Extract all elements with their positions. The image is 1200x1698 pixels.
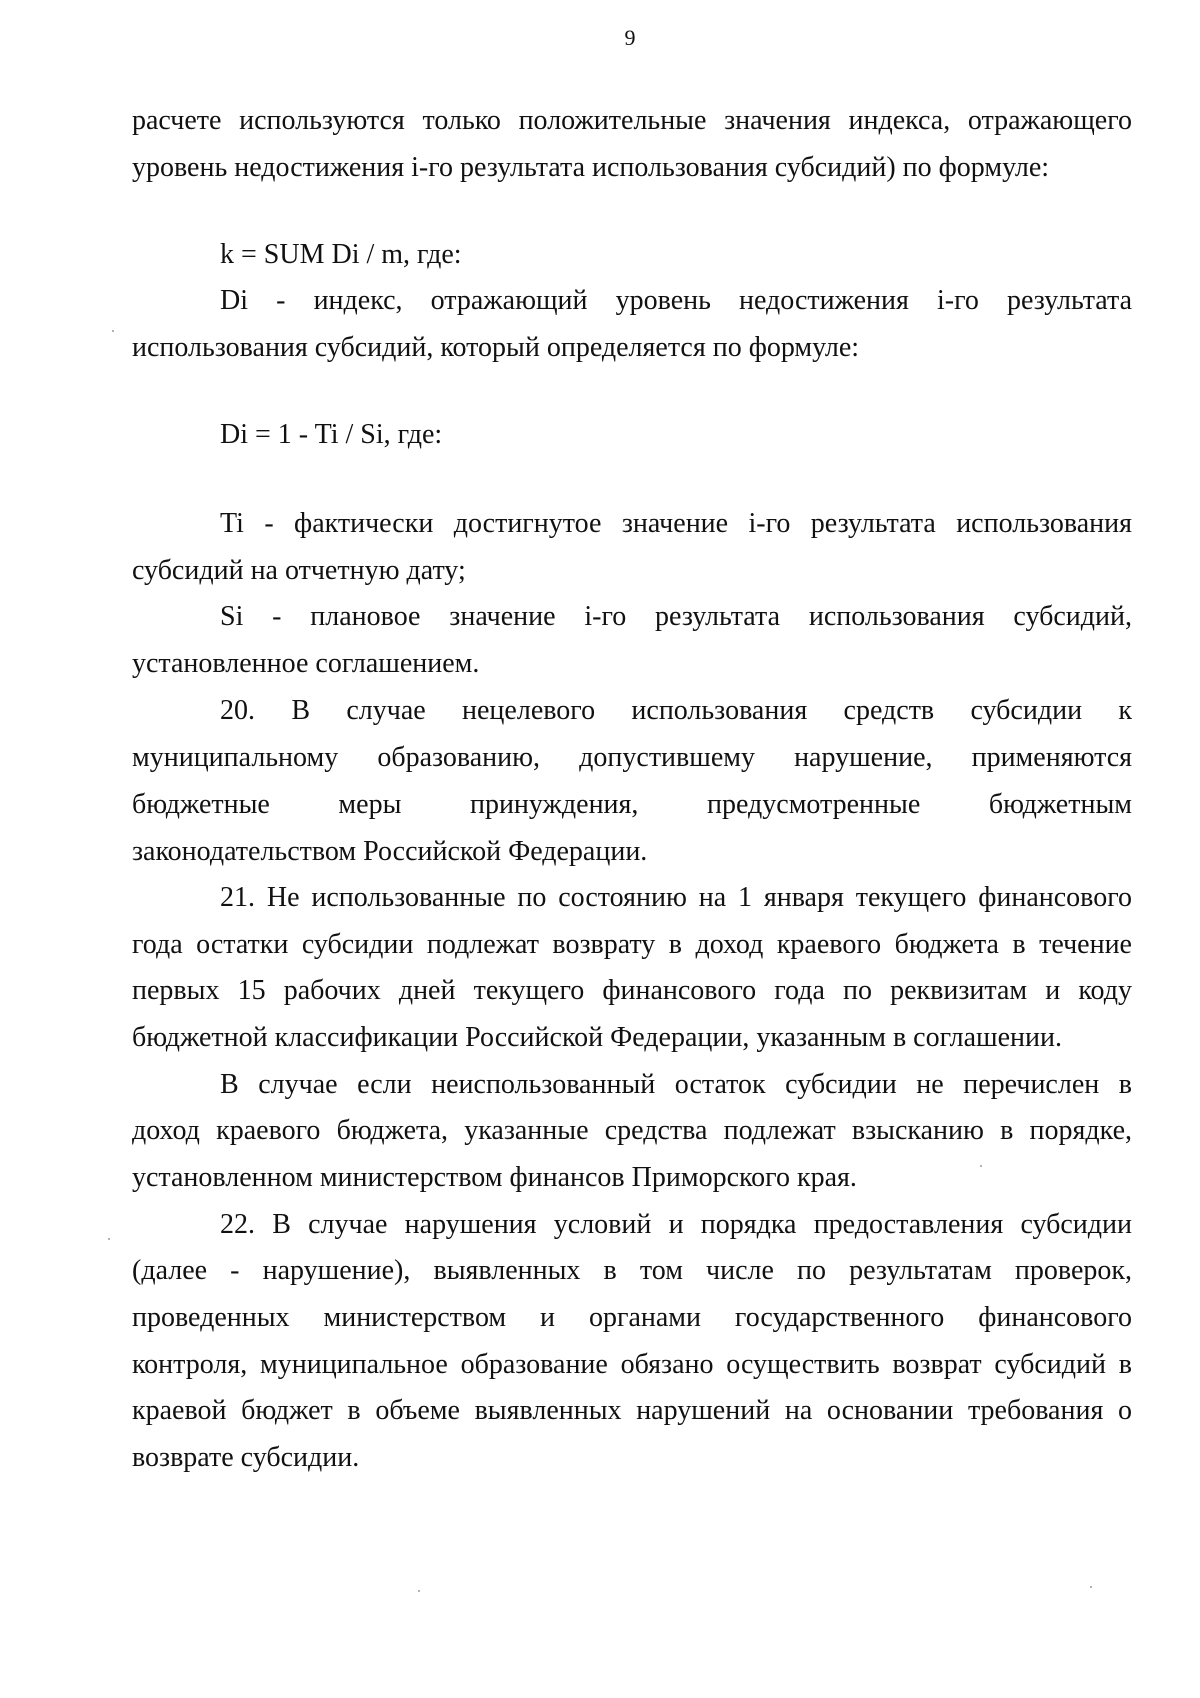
paragraph-22-line: 22. В случае нарушения условий и порядка предоставления субсидии	[220, 1209, 1132, 1240]
text-line: Si - плановое значение i-го результата использования субсидий,	[220, 601, 1132, 632]
paragraph-22-line: проведенных министерством и органами государственного финансового	[132, 1302, 1132, 1333]
text-line: установленное соглашением.	[132, 648, 480, 679]
paragraph-22-line: краевой бюджет в объеме выявленных нарушений на основании требования о	[132, 1395, 1132, 1426]
paragraph-21-line: бюджетной классификации Российской Федерации, указанным в соглашении.	[132, 1022, 1063, 1053]
page-number: 9	[624, 25, 636, 50]
paragraph-line: В случае если неиспользованный остаток субсидии не перечислен в	[220, 1069, 1132, 1100]
text-line: расчете используются только положительные значения индекса, отражающего	[132, 105, 1132, 136]
paragraph-line: доход краевого бюджета, указанные средства подлежат взысканию в порядке,	[132, 1115, 1132, 1146]
text-line: уровень недостижения i-го результата использования субсидий) по формуле:	[132, 152, 1050, 183]
paragraph-22-line: возврате субсидии.	[132, 1442, 360, 1473]
text-line: субсидий на отчетную дату;	[132, 555, 466, 586]
scan-speck	[980, 1165, 982, 1167]
paragraph-line: установленном министерством финансов Приморского края.	[132, 1162, 857, 1193]
scan-speck	[418, 1590, 420, 1592]
scan-speck	[108, 1238, 110, 1240]
text-line: использования субсидий, который определяется по формуле:	[132, 332, 860, 363]
paragraph-22-line: (далее - нарушение), выявленных в том числе по результатам проверок,	[132, 1255, 1132, 1286]
paragraph-20-line: муниципальному образованию, допустившему нарушение, применяются	[132, 742, 1132, 773]
paragraph-21-line: 21. Не использованные по состоянию на 1 января текущего финансового	[220, 882, 1132, 913]
paragraph-22-line: контроля, муниципальное образование обязано осуществить возврат субсидий в	[132, 1349, 1132, 1380]
scan-speck	[112, 330, 114, 332]
paragraph-20-line: 20. В случае нецелевого использования средств субсидии к	[220, 695, 1132, 726]
paragraph-21-line: года остатки субсидии подлежат возврату в доход краевого бюджета в течение	[132, 929, 1132, 960]
paragraph-20-line: законодательством Российской Федерации.	[132, 836, 648, 867]
scan-speck	[1090, 1586, 1092, 1588]
formula-k: k = SUM Di / m, где:	[220, 239, 462, 270]
paragraph-21-line: первых 15 рабочих дней текущего финансового года по реквизитам и коду	[132, 975, 1132, 1006]
text-line: Di - индекс, отражающий уровень недостижения i-го результата	[220, 285, 1132, 316]
formula-di: Di = 1 - Ti / Si, где:	[220, 419, 443, 450]
text-line: Ti - фактически достигнутое значение i-го результата использования	[220, 508, 1132, 539]
paragraph-20-line: бюджетные меры принуждения, предусмотренные бюджетным	[132, 789, 1132, 820]
